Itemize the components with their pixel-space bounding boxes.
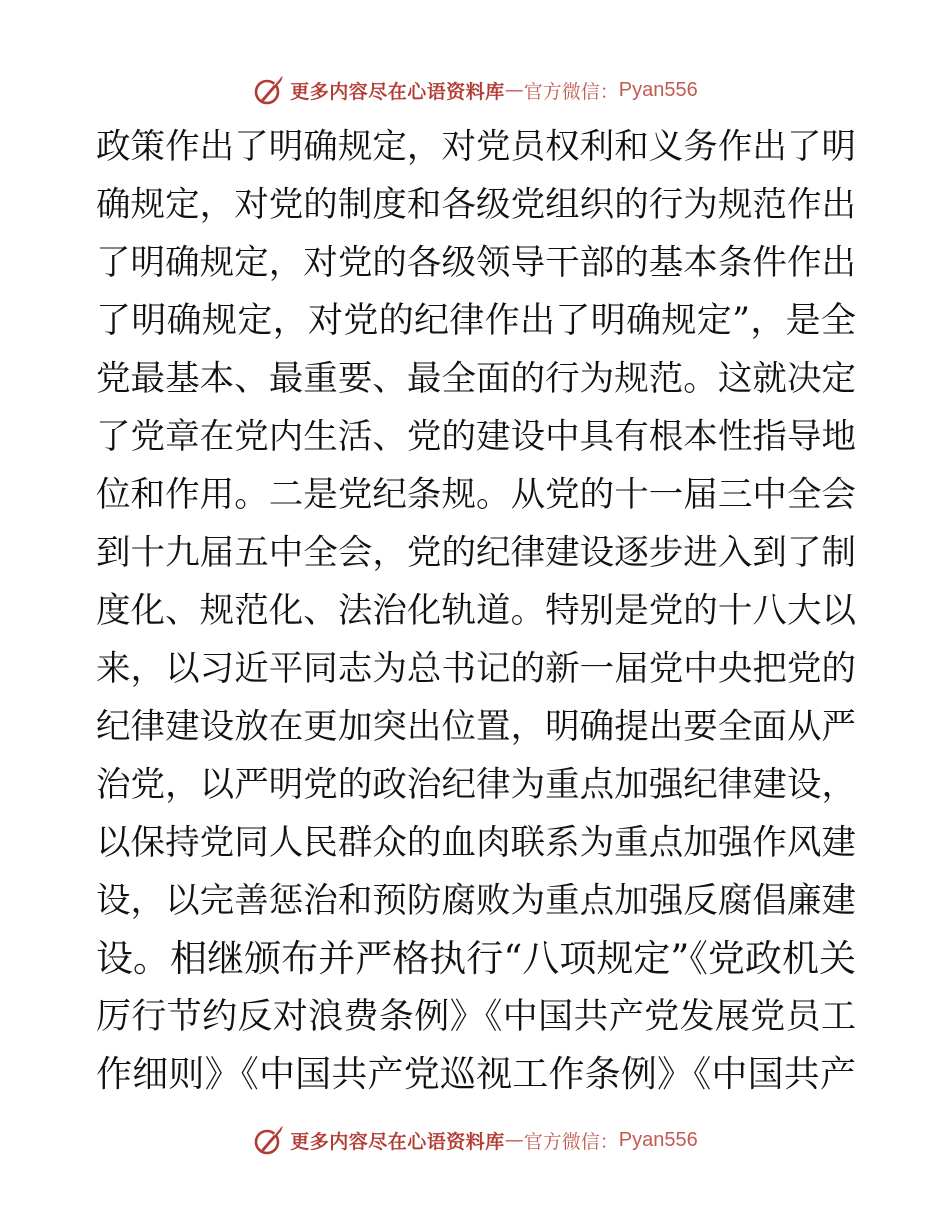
text-line: 厉行节约反对浪费条例》《中国共产党发展党员工 — [96, 997, 856, 1037]
text-line: 党最基本、最重要、最全面的行为规范。这就决定 — [96, 359, 856, 399]
text-line: 设。相继颁布并严格执行“八项规定”《党政机关 — [96, 937, 856, 980]
banner-title: 更多内容尽在心语资料库 — [290, 80, 505, 103]
banner-dash: — — [504, 79, 524, 101]
text-line: 了明确规定，对党的各级领导干部的基本条件作出 — [96, 243, 856, 283]
text-line: 设，以完善惩治和预防腐败为重点加强反腐倡廉建 — [96, 881, 856, 921]
banner-title: 更多内容尽在心语资料库 — [290, 1130, 505, 1153]
text-line: 纪律建设放在更加突出位置，明确提出要全面从严 — [96, 707, 856, 747]
document-body — [96, 118, 856, 1104]
banner-dash: — — [504, 1129, 524, 1151]
quill-pen-logo-icon — [252, 1123, 286, 1157]
text-line: 治党，以严明党的政治纪律为重点加强纪律建设， — [96, 765, 856, 805]
quill-pen-logo-icon — [252, 73, 286, 107]
text-line: 度化、规范化、法治化轨道。特别是党的十八大以 — [96, 591, 856, 631]
text-line: 来，以习近平同志为总书记的新一届党中央把党的 — [96, 649, 856, 689]
text-line: 以保持党同人民群众的血肉联系为重点加强作风建 — [96, 823, 856, 863]
banner-wechat-id: Pyan556 — [618, 78, 698, 101]
footer-watermark — [0, 1120, 950, 1160]
text-line: 作细则》《中国共产党巡视工作条例》《中国共产 — [96, 1054, 856, 1095]
banner-wechat-label: 官方微信： — [523, 80, 619, 103]
text-line: 到十九届五中全会，党的纪律建设逐步进入到了制 — [96, 533, 856, 573]
text-line: 确规定，对党的制度和各级党组织的行为规范作出 — [96, 185, 856, 225]
header-watermark — [0, 70, 950, 110]
text-line: 了党章在党内生活、党的建设中具有根本性指导地 — [96, 417, 856, 457]
text-line: 位和作用。二是党纪条规。从党的十一届三中全会 — [96, 475, 856, 515]
text-line: 了明确规定，对党的纪律作出了明确规定”，是全 — [96, 301, 856, 341]
banner-wechat-label: 官方微信： — [523, 1130, 619, 1153]
text-line: 政策作出了明确规定，对党员权利和义务作出了明 — [96, 127, 856, 167]
banner-wechat-id: Pyan556 — [618, 1128, 698, 1151]
